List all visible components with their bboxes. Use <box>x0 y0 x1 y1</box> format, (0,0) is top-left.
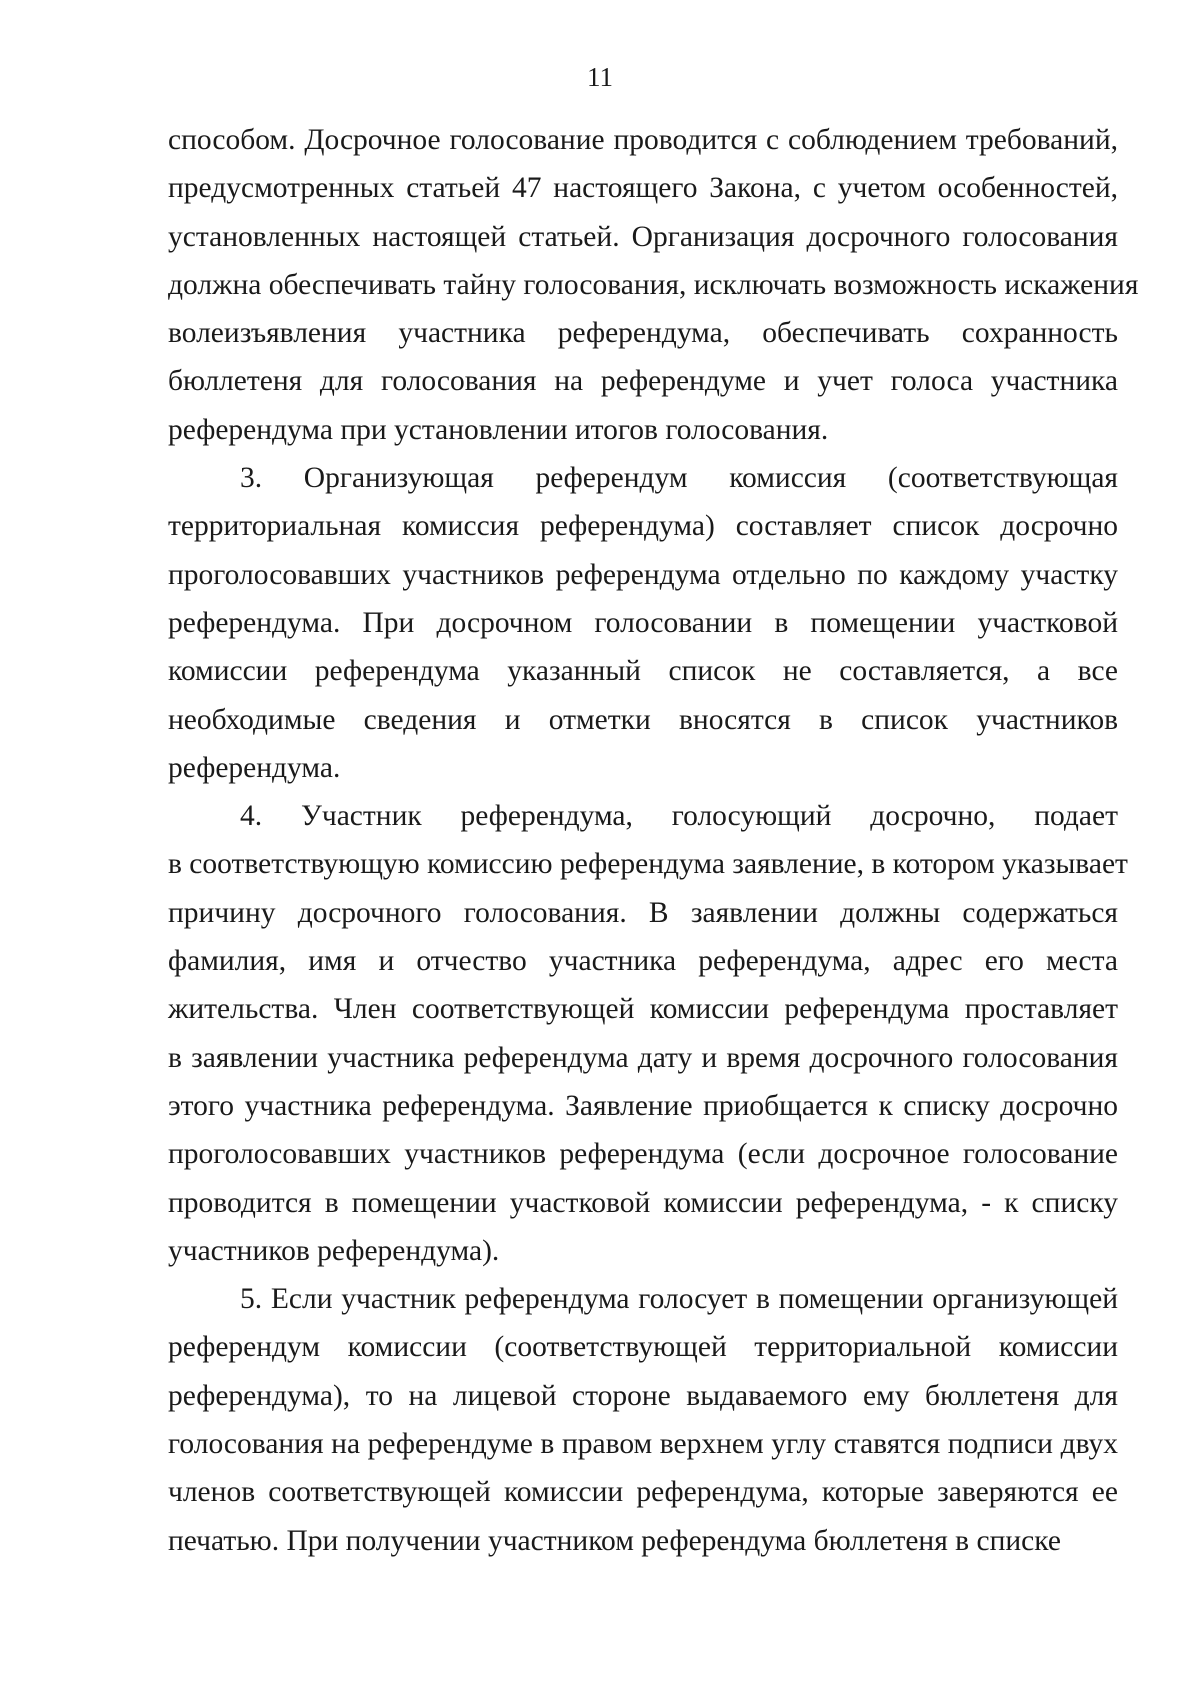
text-line: в заявлении участника референдума дату и время досрочного голосования <box>168 1041 1118 1074</box>
text-line: референдума. При досрочном голосовании в помещении участковой <box>168 606 1118 639</box>
text-line: установленных настоящей статьей. Организация досрочного голосования <box>168 220 1118 253</box>
text-line: голосования на референдуме в правом верхнем углу ставятся подписи двух <box>168 1428 1118 1461</box>
text-line: необходимые сведения и отметки вносятся в список участников <box>168 703 1118 736</box>
text-line: референдума), то на лицевой стороне выдаваемого ему бюллетеня для <box>168 1379 1118 1412</box>
text-line: 4. Участник референдума, голосующий досрочно, подает <box>240 800 1118 833</box>
text-line: бюллетеня для голосования на референдуме и учет голоса участника <box>168 365 1118 398</box>
text-line: волеизъявления участника референдума, обеспечивать сохранность <box>168 317 1118 350</box>
paragraph <box>168 792 1128 1275</box>
text-line: референдум комиссии (соответствующей территориальной комиссии <box>168 1331 1118 1364</box>
text-line: 3. Организующая референдум комиссия (соответствующая <box>240 462 1118 495</box>
paragraph <box>168 454 1118 792</box>
text-line: предусмотренных статьей 47 настоящего Закона, с учетом особенностей, <box>168 172 1118 205</box>
text-line: в соответствующую комиссию референдума заявление, в котором указывает <box>168 848 1128 881</box>
text-line: способом. Досрочное голосование проводится с соблюдением требований, <box>168 124 1118 156</box>
text-line: референдума при установлении итогов голосования. <box>168 413 829 446</box>
text-line: причину досрочного голосования. В заявлении должны содержаться <box>168 896 1118 929</box>
text-line: проголосовавших участников референдума (если досрочное голосование <box>168 1138 1118 1171</box>
text-line: проголосовавших участников референдума отдельно по каждому участку <box>168 558 1118 591</box>
paragraph <box>168 1275 1118 1565</box>
text-line: членов соответствующей комиссии референдума, которые заверяются ее <box>168 1476 1118 1509</box>
text-line: территориальная комиссия референдума) составляет список досрочно <box>168 510 1118 543</box>
text-line: этого участника референдума. Заявление приобщается к списку досрочно <box>168 1089 1118 1122</box>
text-line: печатью. При получении участником референдума бюллетеня в списке <box>168 1524 1061 1557</box>
paragraph <box>168 116 1139 454</box>
text-line: участников референдума). <box>168 1234 500 1267</box>
text-line: референдума. <box>168 751 341 784</box>
text-line: должна обеспечивать тайну голосования, исключать возможность искажения <box>168 268 1139 301</box>
text-line: жительства. Член соответствующей комиссии референдума проставляет <box>168 993 1118 1026</box>
text-line: фамилия, имя и отчество участника референдума, адрес его места <box>168 945 1118 978</box>
text-line: проводится в помещении участковой комиссии референдума, - к списку <box>168 1186 1118 1219</box>
document-body <box>168 116 1139 1565</box>
text-line: комиссии референдума указанный список не составляется, а все <box>168 655 1118 688</box>
page-number: 11 <box>587 62 613 92</box>
text-line: 5. Если участник референдума голосует в помещении организующей <box>240 1283 1118 1316</box>
